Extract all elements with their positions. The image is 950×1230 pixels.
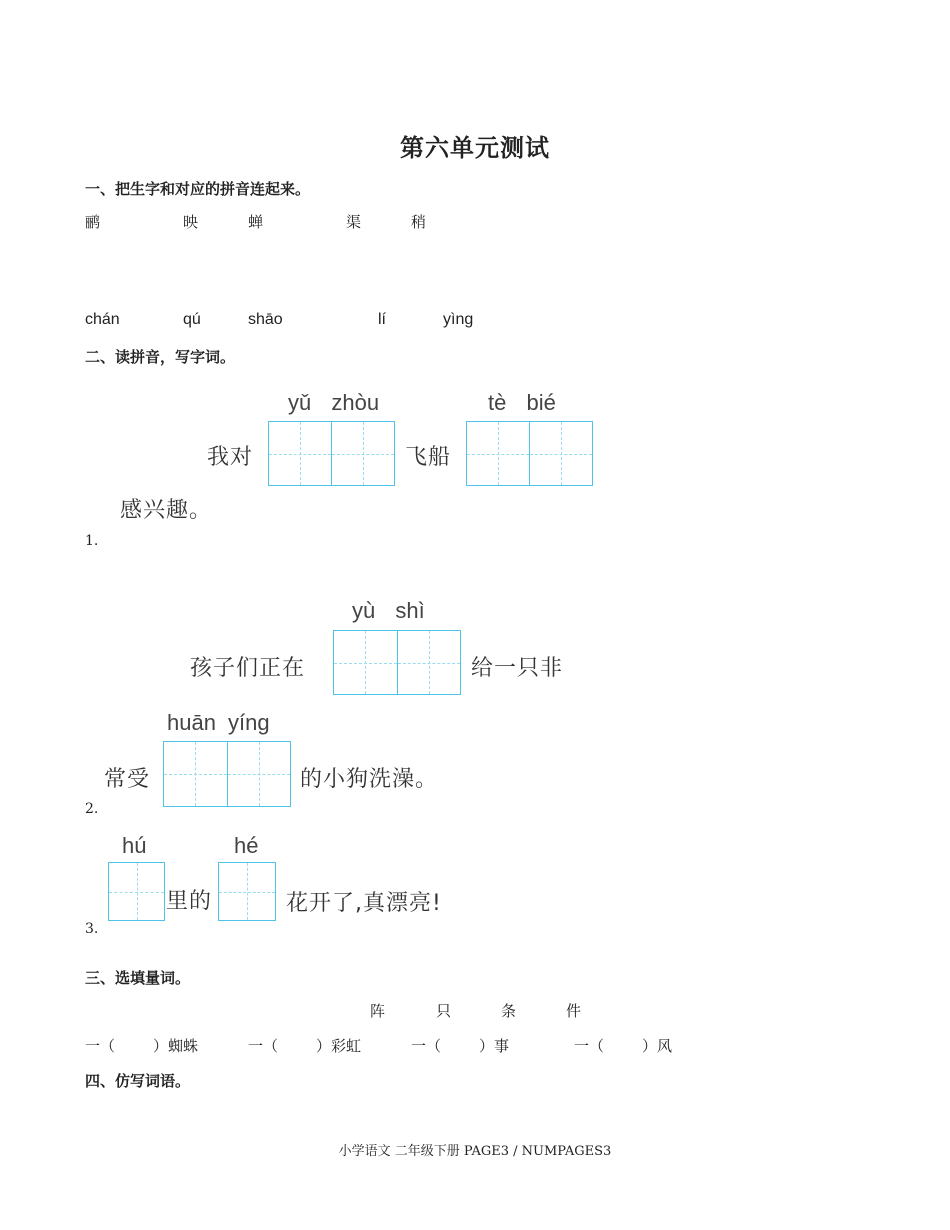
blank-3[interactable] <box>411 1035 509 1056</box>
q2-writing-grid-a[interactable] <box>333 630 461 695</box>
blank-4-suffix: ）风 <box>642 1037 673 1055</box>
q3-pinyin-b: hé <box>234 833 259 858</box>
option-3: 条 <box>501 1002 517 1020</box>
q2-writing-grid-b[interactable] <box>163 741 291 807</box>
q2-text-a: 孩子们正在 <box>190 656 306 681</box>
q3-writing-grid-b[interactable] <box>218 862 276 921</box>
q2-text-c: 常受 <box>104 767 151 792</box>
pinyin-4: lí <box>378 311 386 328</box>
q2-pinyin-b: huān yíng <box>167 710 270 735</box>
pinyin-1: chán <box>85 311 120 328</box>
pinyin-5: yìng <box>443 311 474 328</box>
blank-3-prefix: 一（ <box>411 1037 442 1055</box>
q3-pinyin-a: hú <box>122 833 147 858</box>
q2-text-b: 给一只非 <box>471 656 564 681</box>
q3-number: 3. <box>85 921 99 937</box>
section-2-heading: 二、读拼音，写字词。 <box>85 348 236 366</box>
blank-1-suffix: ）蜘蛛 <box>153 1037 199 1055</box>
q3-writing-grid-a[interactable] <box>108 862 165 921</box>
pinyin-2: qú <box>183 311 201 328</box>
blank-3-suffix: ）事 <box>479 1037 510 1055</box>
pinyin-3: shāo <box>248 311 283 328</box>
blank-2[interactable] <box>248 1035 361 1056</box>
char-1: 鹂 <box>85 213 101 231</box>
blank-4[interactable] <box>574 1035 672 1056</box>
blank-1[interactable] <box>85 1035 198 1056</box>
q1-text-c: 感兴趣。 <box>120 498 213 523</box>
option-4: 件 <box>566 1002 582 1020</box>
q2-pinyin-a: yù shì <box>352 598 425 623</box>
page-footer: 小学语文 二年级下册 PAGE3 / NUMPAGES3 <box>338 1144 612 1159</box>
q1-text-b: 飞船 <box>405 445 452 470</box>
char-5: 稍 <box>411 213 427 231</box>
q1-writing-grid-b[interactable] <box>466 421 593 486</box>
blank-4-prefix: 一（ <box>574 1037 605 1055</box>
q1-writing-grid-a[interactable] <box>268 421 395 486</box>
page-title: 第六单元测试 <box>400 133 550 162</box>
q1-pinyin-a: yǔ zhòu <box>288 390 380 415</box>
q2-number: 2. <box>85 801 99 817</box>
section-3-heading: 三、选填量词。 <box>85 969 191 987</box>
option-1: 阵 <box>370 1002 386 1020</box>
q2-text-d: 的小狗洗澡。 <box>300 767 439 792</box>
blank-1-prefix: 一（ <box>85 1037 116 1055</box>
section-1-heading: 一、把生字和对应的拼音连起来。 <box>85 180 311 198</box>
char-2: 映 <box>183 213 199 231</box>
option-2: 只 <box>436 1002 452 1020</box>
char-4: 渠 <box>346 213 362 231</box>
blank-2-prefix: 一（ <box>248 1037 279 1055</box>
q3-text-a: 里的 <box>166 889 213 914</box>
q1-text-a: 我对 <box>207 445 254 470</box>
q1-number: 1. <box>85 533 99 549</box>
char-3: 蝉 <box>248 213 264 231</box>
q3-text-b: 花开了,真漂亮! <box>286 891 442 916</box>
q1-pinyin-b: tè bié <box>488 390 556 415</box>
blank-2-suffix: ）彩虹 <box>316 1037 362 1055</box>
section-4-heading: 四、仿写词语。 <box>85 1072 191 1090</box>
